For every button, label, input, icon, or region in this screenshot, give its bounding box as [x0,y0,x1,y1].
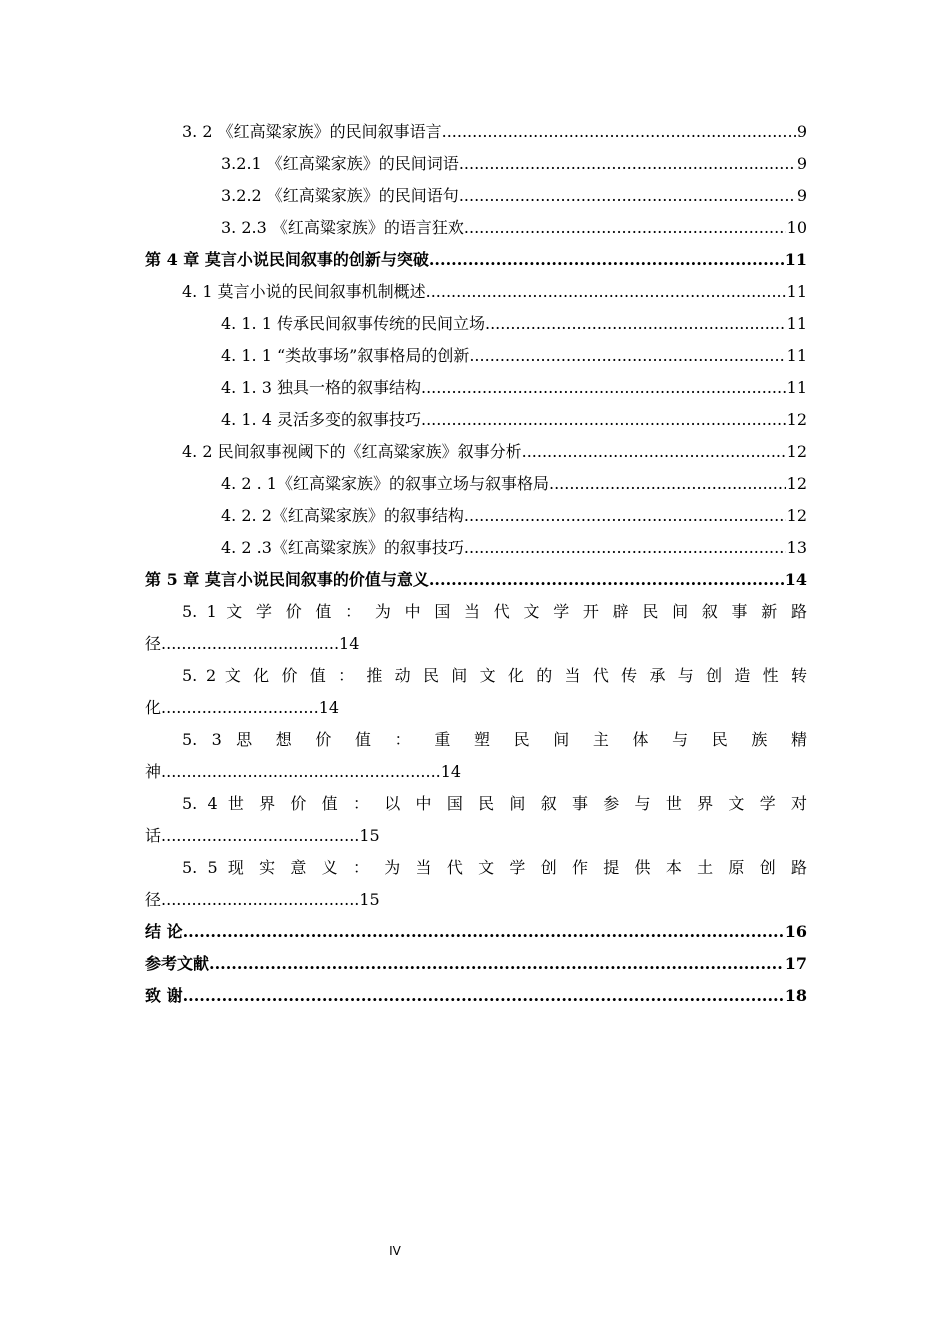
toc-entry[interactable] [145,276,807,308]
toc-entry-title-continuation: 话 [145,826,162,845]
toc-entry-page: 11 [786,314,807,333]
toc-entry-page: 17 [784,954,807,973]
toc-entry-title: 5. 1 文 学 价 值 ： 为 中 国 当 代 文 学 开 辟 民 间 叙 事 新 路 [182,602,807,621]
dot-leader [522,436,786,468]
toc-entry-title: 结 论 [145,922,183,941]
toc-entry-page: 12 [786,442,807,461]
toc-entry[interactable] [145,436,807,468]
toc-chapter-entry[interactable] [145,916,807,948]
dot-leader [485,308,786,340]
toc-entry-page: 18 [784,986,807,1005]
dot-leader [429,244,784,276]
toc-entry-title: 第 5 章 莫言小说民间叙事的价值与意义 [145,570,429,589]
toc-entry[interactable] [145,500,807,532]
toc-entry[interactable] [145,180,807,212]
toc-entry[interactable] [145,404,807,436]
toc-chapter-entry[interactable] [145,948,807,980]
toc-entry-page: 14 [784,570,807,589]
toc-entry-title: 第 4 章 莫言小说民间叙事的创新与突破 [145,250,429,269]
toc-entry-title-continuation: 化 [145,698,162,717]
toc-entry[interactable] [145,660,807,724]
dot-leader [442,116,796,148]
toc-entry[interactable] [145,724,807,788]
dot-leader [459,148,796,180]
toc-entry[interactable] [145,340,807,372]
toc-entry-title: 4. 1. 3 独具一格的叙事结构 [221,378,421,397]
toc-entry-page: 10 [786,218,807,237]
toc-entry-page: 9 [796,186,807,205]
toc-entry-page: 12 [786,410,807,429]
toc-entry[interactable] [145,788,807,852]
toc-entry[interactable] [145,532,807,564]
toc-entry-title-continuation: 径 [145,890,162,909]
toc-entry-page: 14 [440,762,462,781]
dot-leader [464,500,786,532]
toc-entry[interactable] [145,148,807,180]
dot-leader [549,468,786,500]
dot-leader [183,916,784,948]
toc-entry-page: 11 [786,378,807,397]
toc-entry-title: 3.2.1 《红高粱家族》的民间词语 [221,154,459,173]
toc-entry-page: 14 [318,698,340,717]
toc-entry-title: 3. 2 《红高粱家族》的民间叙事语言 [182,122,442,141]
toc-entry-page: 9 [796,154,807,173]
dot-leader [421,404,786,436]
dot-leader: ............................... [161,698,319,717]
dot-leader [183,980,784,1012]
dot-leader [209,948,784,980]
toc-entry-title-continuation: 径 [145,634,162,653]
toc-entry-page: 15 [359,890,380,909]
toc-entry-title: 4. 1. 1 “类故事场”叙事格局的创新 [221,346,470,365]
dot-leader [464,532,786,564]
toc-entry-title-continuation: 神 [145,762,162,781]
toc-entry[interactable] [145,372,807,404]
toc-entry-page: 15 [359,826,380,845]
dot-leader [429,564,784,596]
toc-entry-page: 12 [786,506,807,525]
toc-entry-title: 4. 2 民间叙事视阈下的《红高粱家族》叙事分析 [182,442,522,461]
dot-leader: ....................................... [161,890,360,909]
toc-entry-title: 4. 2. 2《红高粱家族》的叙事结构 [221,506,464,525]
toc-entry-title: 5. 5 现 实 意 义 ： 为 当 代 文 学 创 作 提 供 本 土 原 创 路 [182,858,807,877]
dot-leader [426,276,786,308]
toc-entry[interactable] [145,852,807,916]
dot-leader: ................................... [161,634,340,653]
toc-entry-page: 13 [786,538,807,557]
page-number: IV [389,1244,401,1258]
toc-entry-page: 12 [786,474,807,493]
toc-entry-title: 3.2.2 《红高粱家族》的民间语句 [221,186,459,205]
toc-chapter-entry[interactable] [145,244,807,276]
toc-entry-title: 3. 2.3 《红高粱家族》的语言狂欢 [221,218,464,237]
toc-entry[interactable] [145,468,807,500]
toc-entry-page: 16 [784,922,807,941]
toc-entry-title: 参考文献 [145,954,210,973]
toc-entry-title: 5. 2 文 化 价 值 ： 推 动 民 间 文 化 的 当 代 传 承 与 创 造 性 转 [182,666,807,685]
dot-leader [464,212,786,244]
toc-entry-title: 致 谢 [145,986,183,1005]
dot-leader: ....................................................... [161,762,441,781]
toc-entry-title: 5. 3 思 想 价 值 ： 重 塑 民 间 主 体 与 民 族 精 [182,730,807,749]
toc-entry[interactable] [145,116,807,148]
toc-chapter-entry[interactable] [145,564,807,596]
dot-leader [459,180,796,212]
toc-entry-page: 11 [786,346,807,365]
toc-entry-title: 5. 4 世 界 价 值 ： 以 中 国 民 间 叙 事 参 与 世 界 文 学 对 [182,794,807,813]
toc-entry[interactable] [145,596,807,660]
toc-entry-title: 4. 1 莫言小说的民间叙事机制概述 [182,282,426,301]
toc-entry-title: 4. 2 .3《红高粱家族》的叙事技巧 [221,538,464,557]
table-of-contents [145,116,807,1012]
toc-entry-page: 11 [786,282,807,301]
toc-entry[interactable] [145,212,807,244]
toc-entry-title: 4. 2 . 1《红高粱家族》的叙事立场与叙事格局 [221,474,549,493]
toc-entry-title: 4. 1. 1 传承民间叙事传统的民间立场 [221,314,485,333]
dot-leader [469,340,785,372]
dot-leader [421,372,786,404]
toc-entry-page: 14 [339,634,360,653]
toc-entry[interactable] [145,308,807,340]
dot-leader: ....................................... [161,826,360,845]
toc-entry-title: 4. 1. 4 灵活多变的叙事技巧 [221,410,421,429]
toc-entry-page: 11 [784,250,807,269]
toc-chapter-entry[interactable] [145,980,807,1012]
toc-entry-page: 9 [796,122,807,141]
